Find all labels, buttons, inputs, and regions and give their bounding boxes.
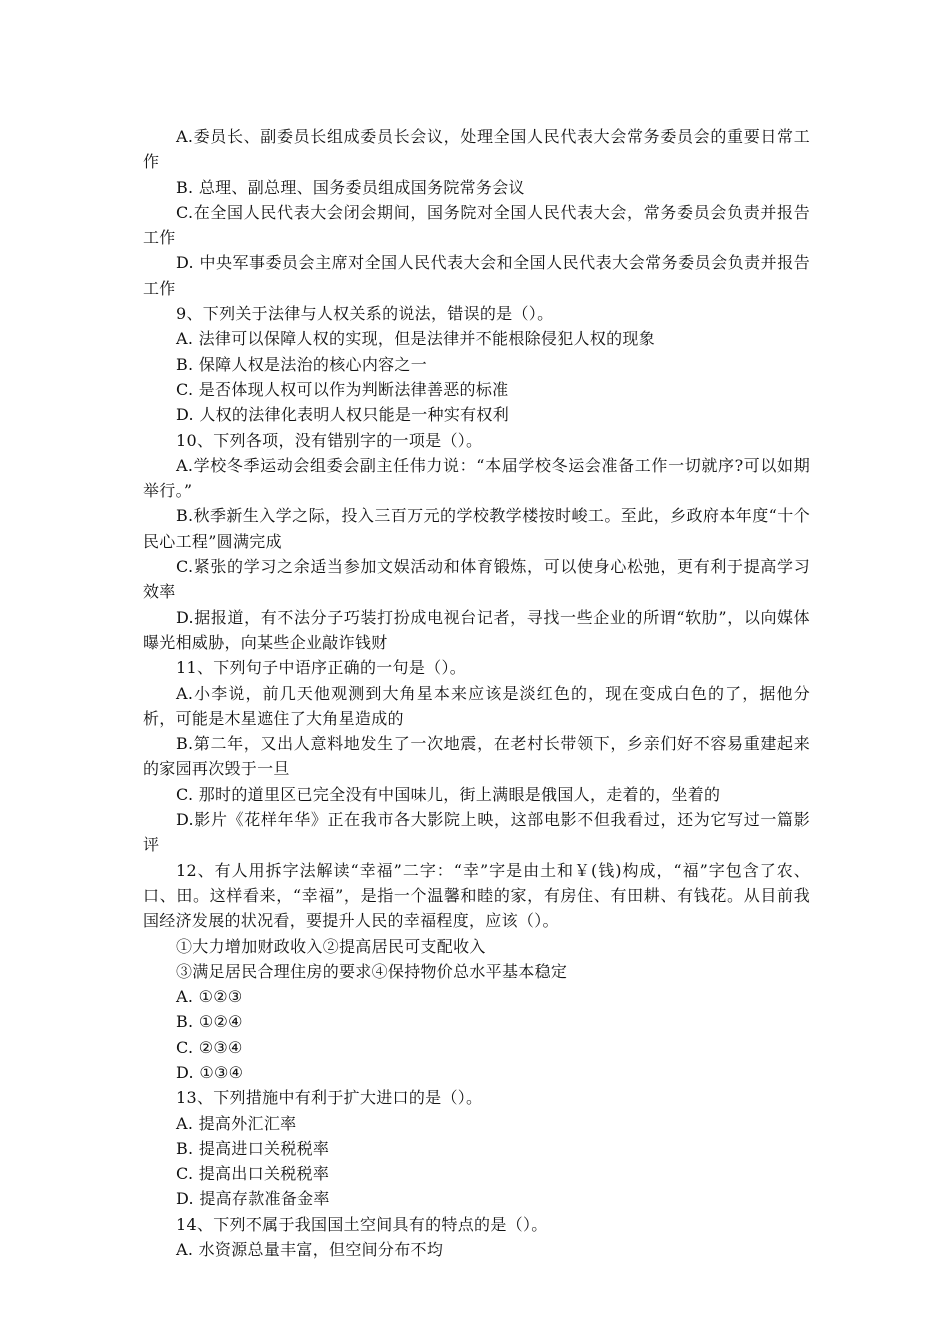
option-11c: C. 那时的道里区已完全没有中国味儿，街上满眼是俄国人，走着的，坐着的 — [176, 784, 721, 804]
option-11b: B.第二年，又出人意料地发生了一次地震，在老村长带领下，乡亲们好不容易重建起来的家园再次毁于一旦 — [143, 734, 810, 779]
statement-12-2: ③满足居民合理住房的要求④保持物价总水平基本稳定 — [176, 961, 568, 981]
option-8d: D. 中央军事委员会主席对全国人民代表大会和全国人民代表大会常务委员会负责并报告工作 — [143, 253, 810, 298]
option-10a: A.学校冬季运动会组委会副主任伟力说：“本届学校冬运会准备工作一切就序?可以如期举行。” — [143, 455, 810, 501]
option-10d: D.据报道，有不法分子巧装打扮成电视台记者，寻找一些企业的所谓“软肋”，以向媒体曝光相威胁，向某些企业敲诈钱财 — [143, 607, 810, 652]
question-9: 9、下列关于法律与人权关系的说法，错误的是（）。 — [176, 304, 554, 324]
option-9d: D. 人权的法律化表明人权只能是一种实有权利 — [176, 405, 510, 425]
question-12: 12、有人用拆字法解读“幸福”二字：“幸”字是由土和￥(钱)构成，“福”字包含了农、口、田。这样看来，“幸福”，是指一个温馨和睦的家，有房住、有田耕、有钱花。从目前我国经济发展的状况看，要提升人民的幸福程度，应该（）。 — [143, 860, 810, 931]
option-8c: C.在全国人民代表大会闭会期间，国务院对全国人民代表大会，常务委员会负责并报告工作 — [143, 202, 810, 248]
option-8a: A.委员长、副委员长组成委员长会议，处理全国人民代表大会常务委员会的重要日常工作 — [143, 127, 810, 172]
question-11: 11、下列句子中语序正确的一句是（）。 — [176, 658, 467, 678]
option-10c: C.紧张的学习之余适当参加文娱活动和体育锻炼，可以使身心松弛，更有利于提高学习效率 — [143, 557, 810, 602]
option-9c: C. 是否体现人权可以作为判断法律善恶的标准 — [176, 379, 509, 399]
question-14: 14、下列不属于我国国土空间具有的特点的是（）。 — [176, 1214, 548, 1234]
option-12b: B. ①②④ — [176, 1012, 243, 1032]
option-11a: A.小李说，前几天他观测到大角星本来应该是淡红色的，现在变成白色的了，据他分析，可能是木星遮住了大角星造成的 — [143, 683, 810, 728]
statement-12-1: ①大力增加财政收入②提高居民可支配收入 — [176, 936, 486, 956]
option-13d: D. 提高存款准备金率 — [176, 1189, 330, 1209]
option-14a: A. 水资源总量丰富，但空间分布不均 — [176, 1240, 444, 1260]
option-11d: D.影片《花样年华》正在我市各大影院上映，这部电影不但我看过，还为它写过一篇影评 — [143, 810, 810, 855]
option-12a: A. ①②③ — [176, 987, 243, 1007]
option-13c: C. 提高出口关税税率 — [176, 1164, 330, 1184]
document-body — [143, 124, 810, 1262]
option-12d: D. ①③④ — [176, 1062, 244, 1082]
option-12c: C. ②③④ — [176, 1037, 243, 1057]
option-13a: A. 提高外汇汇率 — [176, 1113, 297, 1133]
option-9a: A. 法律可以保障人权的实现，但是法律并不能根除侵犯人权的现象 — [176, 329, 656, 349]
option-9b: B. 保障人权是法治的核心内容之一 — [176, 354, 428, 374]
question-13: 13、下列措施中有利于扩大进口的是（）。 — [176, 1088, 483, 1108]
question-10: 10、下列各项，没有错别字的一项是（）。 — [176, 430, 483, 450]
option-13b: B. 提高进口关税税率 — [176, 1138, 330, 1158]
option-8b: B. 总理、副总理、国务委员组成国务院常务会议 — [176, 177, 525, 197]
option-10b: B.秋季新生入学之际，投入三百万元的学校教学楼按时峻工。至此，乡政府本年度“十个民心工程”圆满完成 — [143, 506, 810, 551]
